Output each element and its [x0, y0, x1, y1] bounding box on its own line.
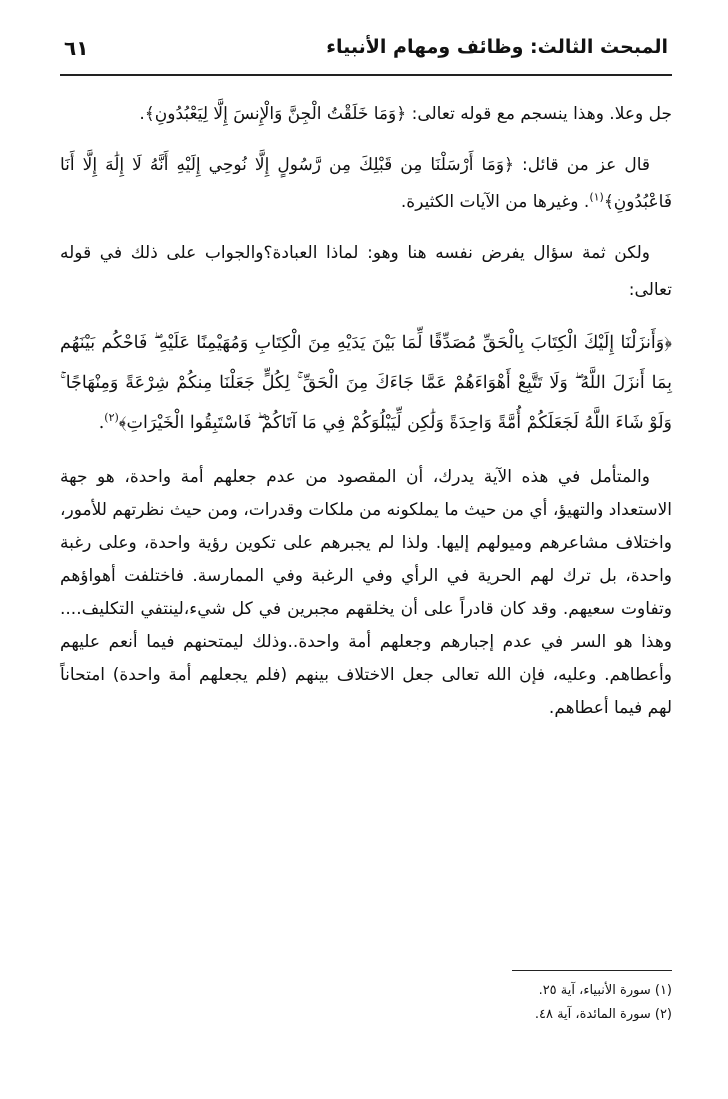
verse-block-end: .	[98, 413, 105, 433]
footnote-ref-1: (١)	[589, 190, 604, 204]
paragraph-3-text: ولكن ثمة سؤال يفرض نفسه هنا وهو: لماذا العبادة؟والجواب على ذلك في قوله تعالى:	[60, 243, 672, 300]
running-header	[60, 30, 672, 76]
quran-verse-block	[60, 323, 672, 443]
footnotes	[60, 970, 672, 1027]
quran-verse-inline-2: ﴿وَمَا أَرْسَلْنَا مِن قَبْلِكَ مِن رَّسُولٍ إِلَّا نُوحِي إِلَيْهِ أَنَّهُ لَا إِلَٰهَ إِلَّا أَنَا فَاعْبُدُونِ﴾	[60, 155, 672, 212]
paragraph-1-text: جل وعلا. وهذا ينسجم مع قوله تعالى:	[406, 104, 672, 124]
paragraph-4	[60, 461, 672, 725]
book-page	[60, 30, 672, 1070]
footnote-2: (٢) سورة المائدة، آية ٤٨.	[534, 1007, 672, 1022]
running-title: المبحث الثالث: وظائف ومهام الأنبياء	[326, 36, 668, 58]
paragraph-3	[60, 235, 672, 309]
quran-verse-inline-1: ﴿وَمَا خَلَقْتُ الْجِنَّ وَالْإِنسَ إِلَّا لِيَعْبُدُونِ﴾	[144, 104, 407, 124]
paragraph-1-end: .	[139, 104, 145, 124]
paragraph-2	[60, 147, 672, 221]
quran-verse-block-text: ﴿وَأَنزَلْنَا إِلَيْكَ الْكِتَابَ بِالْحَقِّ مُصَدِّقًا لِّمَا بَيْنَ يَدَيْهِ مِنَ الْكِتَابِ وَمُهَيْمِنًا عَلَيْهِ ۖ فَاحْكُم بَيْنَهُم بِمَا أَنزَلَ اللَّهُ ۖ وَلَا تَتَّبِعْ أَهْوَاءَهُمْ عَمَّا جَاءَكَ مِنَ الْحَقِّ ۚ لِكُلٍّ جَعَلْنَا مِنكُمْ شِرْعَةً وَمِنْهَاجًا ۚ وَلَوْ شَاءَ اللَّهُ لَجَعَلَكُمْ أُمَّةً وَاحِدَةً وَلَٰكِن لِّيَبْلُوَكُمْ فِي مَا آتَاكُمْ ۖ فَاسْتَبِقُوا الْخَيْرَاتِ﴾	[60, 333, 672, 433]
paragraph-1	[60, 96, 672, 133]
body-text	[60, 96, 672, 725]
footnote-divider	[512, 970, 672, 971]
paragraph-2-end: . وغيرها من الآيات الكثيرة.	[400, 192, 590, 212]
paragraph-2-text: قال عز من قائل:	[514, 155, 651, 175]
footnote-ref-2: (٢)	[104, 411, 119, 425]
page-number: ٦١	[64, 36, 89, 60]
paragraph-4-text: والمتأمل في هذه الآية يدرك، أن المقصود من عدم جعلهم أمة واحدة، هو جهة الاستعداد والتهيؤ، أي من حيث ما يملكونه من ملكات وقدرات، ومن حيث نظرتهم للأمور، واختلاف مشاعرهم وميولهم إليها. ولذا لم يجبرهم على تكوين رؤية واحدة، وعلى رغبة واحدة، بل ترك لهم الحرية في الرأي وفي الرغبة وفي الممارسة. فاختلفت أهواؤهم وتفاوت سعيهم. وقد كان قادراً على أن يخلقهم مجبرين في كل شيء،لينتفي التكليف.... وهذا هو السر في عدم إجبارهم وجعلهم أمة واحدة..وذلك ليمتحنهم فيما أنعم عليهم وأعطاهم. وعليه، فإن الله تعالى جعل الاختلاف بينهم (فلم يجعلهم أمة واحدة) امتحاناً لهم فيما أعطاهم.	[60, 467, 672, 718]
footnote-1: (١) سورة الأنبياء، آية ٢٥.	[538, 983, 672, 998]
